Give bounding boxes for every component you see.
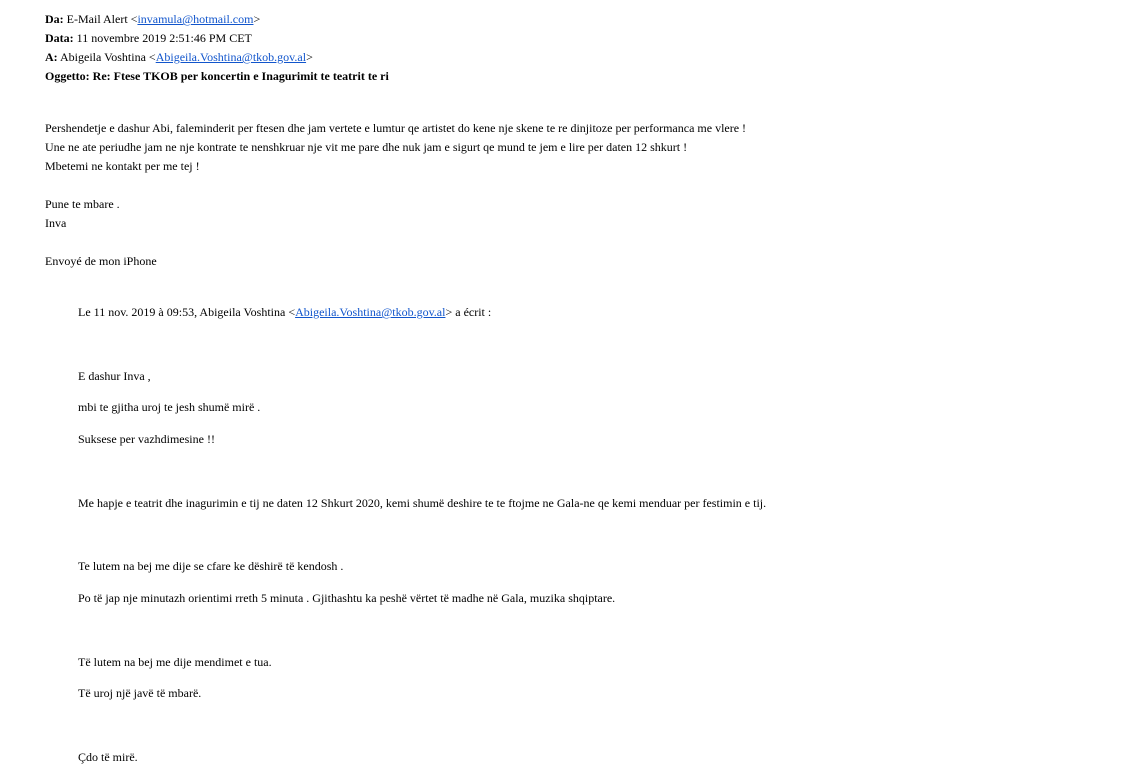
subject-line <box>45 67 389 86</box>
quoted-paragraph-6: Të lutem na bej me dije mendimet e tua. <box>78 655 272 669</box>
from-name: E-Mail Alert <box>66 12 128 26</box>
reply-line-3: Mbetemi ne kontakt per me tej ! <box>45 159 200 173</box>
quoted-paragraph-3: Me hapje e teatrit dhe inagurimin e tij ne daten 12 Shkurt 2020, kemi shumë deshire te te ftojme ne Gala-ne qe kemi menduar per festimin e tij. <box>78 496 767 510</box>
reply-line-2: Une ne ate periudhe jam ne nje kontrate te nenshkruar nje vit me pare dhe nuk jam e sigurt qe mund te jem e lire per daten 12 shkurt ! <box>45 140 688 154</box>
date-label: Data: <box>45 31 74 45</box>
subject-value: Re: Ftese TKOB per koncertin e Inagurimit te teatrit te ri <box>92 69 389 83</box>
quoted-intro-email-link[interactable]: Abigeila.Voshtina@tkob.gov.al <box>295 305 446 319</box>
quoted-intro-suffix: > a écrit : <box>445 305 492 319</box>
quoted-intro-prefix: Le 11 nov. 2019 à 09:53, Abigeila Voshtina < <box>78 305 296 319</box>
quoted-paragraph-5: Po të jap nje minutazh orientimi rreth 5 minuta . Gjithashtu ka peshë vërtet të madhe në Gala, muzika shqiptare. <box>78 591 616 605</box>
subject-label: Oggetto: <box>45 69 90 83</box>
from-label: Da: <box>45 12 64 26</box>
date-line <box>45 29 252 48</box>
reply-line-1: Pershendetje e dashur Abi, faleminderit per ftesen dhe jam vertete e lumtur qe artistet do kene nje skene te re dinjitoze per performanca me vlere ! <box>45 121 747 135</box>
from-line: Da: E-Mail Alert <invamula@hotmail.com> <box>45 12 261 26</box>
quoted-paragraph-2: Suksese per vazhdimesine !! <box>78 432 215 446</box>
from-email-link[interactable]: invamula@hotmail.com <box>137 12 254 26</box>
reply-closing-1: Pune te mbare . <box>45 197 120 211</box>
quoted-paragraph-4: Te lutem na bej me dije se cfare ke dëshirë të kendosh . <box>78 559 344 573</box>
quoted-intro <box>78 303 491 322</box>
reply-signature: Envoyé de mon iPhone <box>45 254 157 268</box>
to-line: A: Abigeila Voshtina <Abigeila.Voshtina@tkob.gov.al> <box>45 50 313 64</box>
quoted-greeting: E dashur Inva , <box>78 369 151 383</box>
to-email-link[interactable]: Abigeila.Voshtina@tkob.gov.al <box>155 50 307 64</box>
quoted-paragraph-1: mbi te gjitha uroj te jesh shumë mirë . <box>78 400 261 414</box>
quoted-paragraph-7: Të uroj një javë të mbarë. <box>78 686 202 700</box>
reply-closing-2: Inva <box>45 216 67 230</box>
date-value: 11 novembre 2019 2:51:46 PM CET <box>76 31 252 45</box>
quoted-paragraph-8: Çdo të mirë. <box>78 750 138 764</box>
to-name: Abigeila Voshtina <box>60 50 146 64</box>
to-label: A: <box>45 50 58 64</box>
